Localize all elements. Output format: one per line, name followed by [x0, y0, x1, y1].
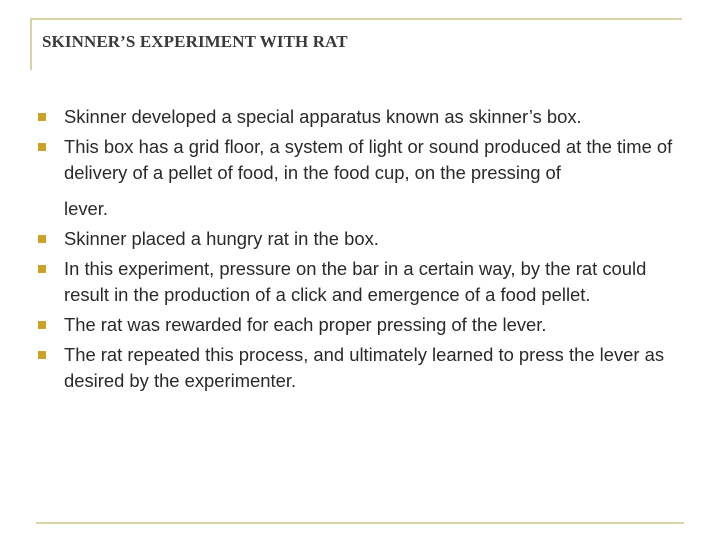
square-bullet-icon [38, 235, 46, 243]
bullet-text: Skinner developed a special apparatus known as skinner’s box. [64, 106, 582, 127]
bullet-text: Skinner placed a hungry rat in the box. [64, 228, 379, 249]
bullet-item-3 [36, 226, 686, 252]
bullet-item-6 [36, 342, 686, 394]
square-bullet-icon [38, 113, 46, 121]
bullet-item-5 [36, 312, 686, 338]
bullet-item-1 [36, 104, 686, 130]
square-bullet-icon [38, 143, 46, 151]
square-bullet-icon [38, 321, 46, 329]
bullet-item-2 [36, 134, 686, 222]
bullet-text: The rat was rewarded for each proper pressing of the lever. [64, 314, 547, 335]
bullet-text: The rat repeated this process, and ultimately learned to press the lever as desired by the experimenter. [64, 344, 665, 391]
bullet-text: In this experiment, pressure on the bar in a certain way, by the rat could result in the production of a click and emergence of a food pellet. [64, 258, 647, 305]
bullet-list [36, 104, 686, 398]
bottom-divider [36, 522, 684, 524]
bullet-item-4 [36, 256, 686, 308]
square-bullet-icon [38, 265, 46, 273]
top-divider [30, 18, 682, 20]
bullet-text: This box has a grid floor, a system of light or sound produced at the time of delivery of a pellet of food, in the food cup, on the pressing of [64, 136, 673, 183]
bullet-continuation: lever. [64, 198, 108, 219]
left-divider [30, 18, 32, 70]
square-bullet-icon [38, 351, 46, 359]
slide-title: SKINNER’S EXPERIMENT WITH RAT [42, 32, 348, 51]
